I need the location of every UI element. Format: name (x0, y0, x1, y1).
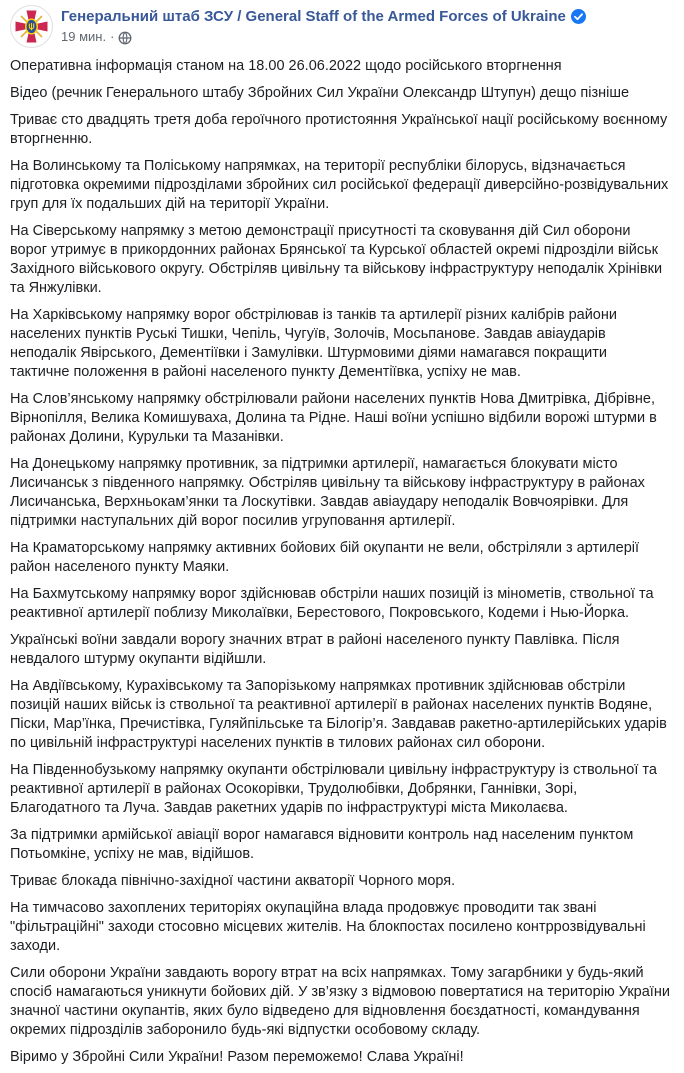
post-paragraph: На Донецькому напрямку противник, за підтримки артилерії, намагається блокувати місто Лисичанськ з південного напрямку. Обстріляв цивільну та військову інфраструктуру в районах Лисичанська, Верхньокам’янки та Лоскутівки. Завдав авіаудару неподалік Вовчоярівки. Для підтримки наступальних дій ворог посилив угруповання артилерії. (10, 456, 645, 529)
post-paragraph: За підтримки армійської авіації ворог намагався відновити контроль над населеним пунктом Потьомкіне, успіху не мав, відійшов. (10, 827, 634, 862)
post-paragraph: На Харківському напрямку ворог обстрілював із танків та артилерії різних калібрів райони населених пунктів Руські Тишки, Чепіль, Чугуїв, Золочів, Мосьпанове. Завдав авіаударів неподалік Явірського, Дементіївки і Замулівки. Штурмовими діями намагався покращити тактичне положення в районі населеного пункту Дементіївка, успіху не мав. (10, 307, 617, 380)
post-paragraph: На Бахмутському напрямку ворог здійснював обстріли наших позицій із мінометів, ствольної та реактивної артилерії поблизу Миколаївки, Берестового, Покровського, Кодеми і Нью-Йорка. (10, 586, 654, 621)
page-avatar[interactable] (10, 5, 53, 48)
post-paragraph: Триває сто двадцять третя доба героїчного протистояння Української нації російському воєнному вторгненню. (10, 112, 668, 147)
general-staff-emblem-icon (10, 35, 53, 52)
post-header (0, 0, 684, 50)
post-paragraph: Українські воїни завдали ворогу значних втрат в районі населеного пункту Павлівка. Після невдалого штурму окупанти відійшли. (10, 632, 620, 667)
post-paragraph: Відео (речник Генерального штабу Збройних Сил України Олександр Штупун) дещо пізніше (10, 85, 630, 101)
privacy-globe-icon (118, 31, 132, 45)
post-paragraph: Триває блокада північно-західної частини акваторії Чорного моря. (10, 873, 456, 889)
post-body (0, 50, 684, 1073)
post-paragraph: На Сіверському напрямку з метою демонстрації присутності та сковування дій Сил оборони ворог утримує в прикордонних районах Брянської та Курської областей окремі підрозділи військ Західного військового округу. Обстріляв цивільну та військову інфраструктуру неподалік Хрінівки та Янжулівки. (10, 223, 663, 296)
meta-separator: · (110, 29, 115, 44)
post-paragraph: На Слов’янському напрямку обстрілювали райони населених пунктів Нова Дмитрівка, Дібрівне, Вірнопілля, Велика Комишуваха, Долина та Рідне. Наші воїни успішно відбили ворожі штурми в районах Долини, Курульки та Мазанівки. (10, 391, 657, 445)
post-paragraph: На тимчасово захоплених територіях окупаційна влада продовжує проводити так звані "фільтраційні" заходи стосовно місцевих жителів. На блокпостах посилено контррозвідувальні заходи. (10, 900, 646, 954)
post-paragraph: Віримо у Збройні Сили України! Разом переможемо! Слава Україні! (10, 1049, 464, 1065)
post-paragraph: Оперативна інформація станом на 18.00 26.06.2022 щодо російського вторгнення (10, 58, 562, 74)
post-paragraph: На Волинському та Поліському напрямках, на території республіки білорусь, відзначається підготовка окремими підрозділами збройних сил російської федерації диверсійно-розвідувальних груп для їх подальших дій на території України. (10, 158, 669, 212)
verified-badge-icon (571, 9, 586, 24)
post-meta-row (61, 29, 586, 45)
page-name-link[interactable]: Генеральний штаб ЗСУ / General Staff of the Armed Forces of Ukraine (61, 8, 566, 25)
post-header-text (61, 5, 586, 45)
post-paragraph: На Краматорському напрямку активних бойових бій окупанти не вели, обстріляли з артилерії район населеного пункту Маяки. (10, 540, 640, 575)
post-paragraph: На Авдіївському, Курахівському та Запорізькому напрямках противник здійснював обстріли позицій наших військ із ствольної та реактивної артилерії в районах населених пунктів Водяне, Піски, Мар’їнка, Пречистівка, Гуляйпільське та Білогір’я. Завдавав ракетно-артилерійських ударів по цивільній інфраструктурі населених пунктів в тилових районах сил оборони. (10, 678, 667, 751)
post-timestamp[interactable]: 19 мин. (61, 29, 107, 44)
post-paragraph: Сили оборони України завдають ворогу втрат на всіх напрямках. Тому загарбники у будь-який спосіб намагаються уникнути бойових дій. У зв’язку з відмовою повертатися на територію України значної частини окупантів, яких було відведено для відновлення боєздатності, командування окремих підрозділів заборонило будь-які відпустки особовому складу. (10, 965, 670, 1038)
post-paragraph: На Південнобузькому напрямку окупанти обстрілювали цивільну інфраструктуру із ствольної та реактивної артилерії в районах Осокорівки, Трудолюбівки, Добрянки, Ганнівки, Зорі, Благодатного та Луча. Завдав ракетних ударів по інфраструктурі міста Миколаєва. (10, 762, 657, 816)
